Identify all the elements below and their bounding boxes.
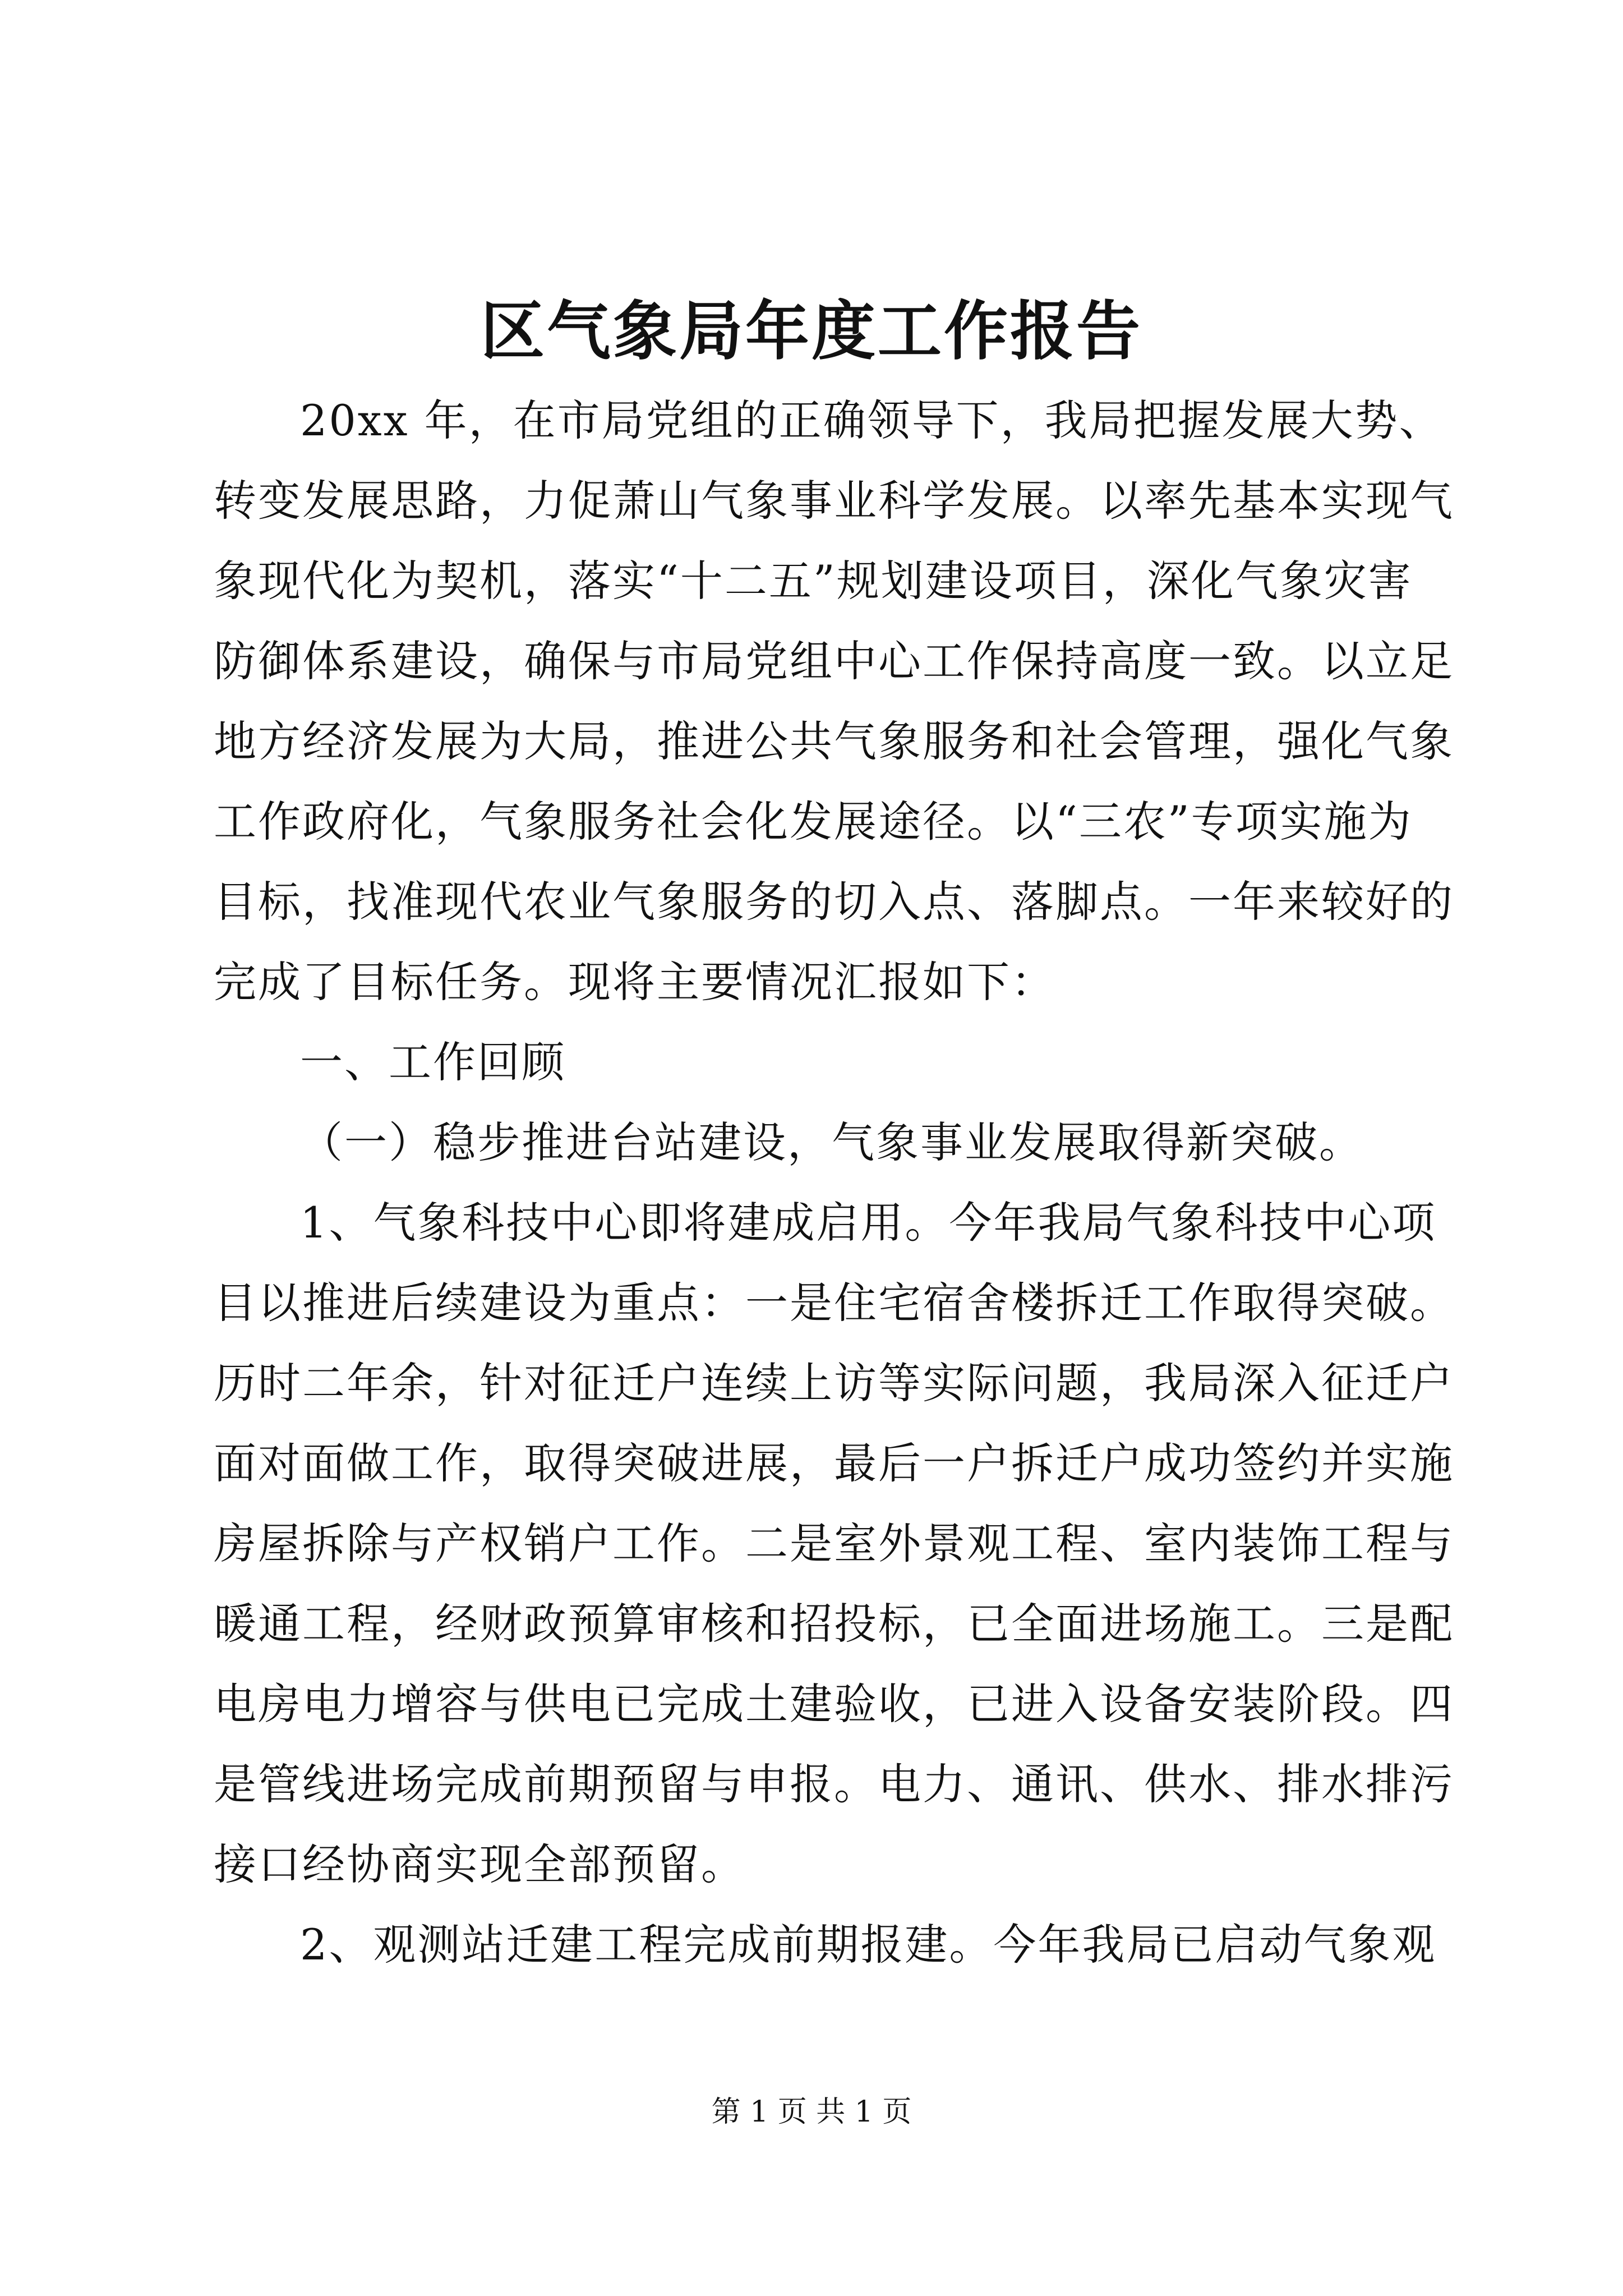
paragraph-line: 是管线进场完成前期预留与申报。电力、通讯、供水、排水排污 [214,1759,1454,1809]
document-title: 区气象局年度工作报告 [480,293,1142,369]
paragraph-line: 房屋拆除与产权销户工作。二是室外景观工程、室内装饰工程与 [214,1519,1454,1568]
paragraph-line: 2、观测站迁建工程完成前期报建。今年我局已启动气象观 [300,1920,1437,1970]
paragraph-line: 目标，找准现代农业气象服务的切入点、落脚点。一年来较好的 [214,877,1454,927]
paragraph-line: 暖通工程，经财政预算审核和招投标，已全面进场施工。三是配 [214,1599,1454,1649]
paragraph-line: 历时二年余，针对征迁户连续上访等实际问题，我局深入征迁户 [214,1358,1454,1408]
paragraph-line: 电房电力增容与供电已完成土建验收，已进入设备安装阶段。四 [214,1679,1454,1729]
section-heading: 一、工作回顾 [300,1037,566,1087]
paragraph-line: 面对面做工作，取得突破进展，最后一户拆迁户成功签约并实施 [214,1438,1454,1488]
paragraph-line: 接口经协商实现全部预留。 [214,1839,745,1889]
paragraph-line: 防御体系建设，确保与市局党组中心工作保持高度一致。以立足 [214,636,1454,686]
paragraph-line: 1、气象科技中心即将建成启用。今年我局气象科技中心项 [300,1198,1437,1248]
paragraph-line: 地方经济发展为大局，推进公共气象服务和社会管理，强化气象 [214,716,1454,766]
paragraph-line: 完成了目标任务。现将主要情况汇报如下： [214,957,1055,1007]
paragraph-line: 目以推进后续建设为重点：一是住宅宿舍楼拆迁工作取得突破。 [214,1278,1454,1328]
paragraph-line: 象现代化为契机，落实“十二五”规划建设项目，深化气象灾害 [214,556,1413,606]
paragraph-line: 20xx 年，在市局党组的正确领导下，我局把握发展大势、 [300,395,1444,445]
subsection-heading: （一）稳步推进台站建设，气象事业发展取得新突破。 [300,1117,1363,1167]
paragraph-line: 工作政府化，气象服务社会化发展途径。以“三农”专项实施为 [214,797,1413,846]
page-footer: 第 1 页 共 1 页 [711,2095,912,2129]
paragraph-line: 转变发展思路，力促萧山气象事业科学发展。以率先基本实现气 [214,476,1454,526]
